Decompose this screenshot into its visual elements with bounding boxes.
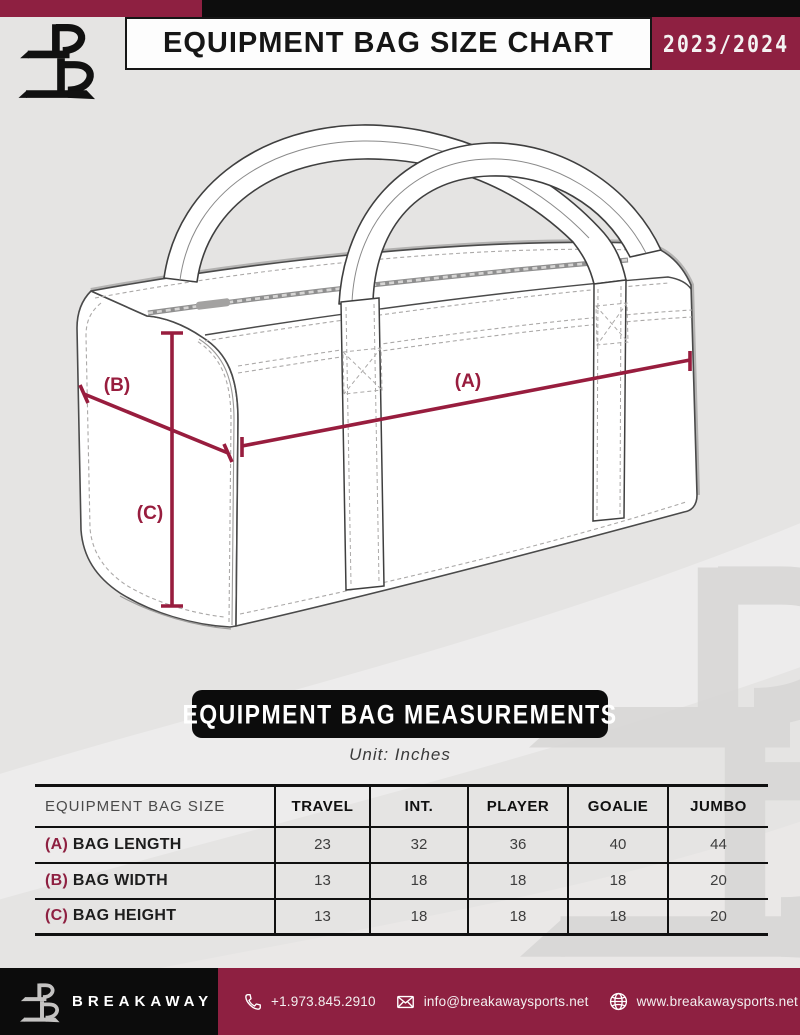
cell-width-jumbo: 20 <box>668 863 768 899</box>
column-header-travel: TRAVEL <box>275 786 370 827</box>
dimension-label-c: (C) <box>136 503 164 524</box>
header-accent-strip-black <box>202 0 800 17</box>
column-header-int: INT. <box>370 786 468 827</box>
front-strap-right <box>593 280 628 521</box>
column-header-player: PLAYER <box>468 786 568 827</box>
row-key-a: (A) <box>45 835 69 853</box>
size-table <box>35 784 768 936</box>
measurements-banner <box>182 690 618 738</box>
season-label: 2023/2024 <box>662 29 790 58</box>
row-label-bag-height: BAG HEIGHT <box>72 907 177 925</box>
cell-height-travel: 13 <box>275 899 370 935</box>
row-key-b: (B) <box>45 871 69 889</box>
equipment-bag-diagram <box>0 110 800 680</box>
breakaway-logo <box>18 20 104 105</box>
cell-height-jumbo: 20 <box>668 899 768 935</box>
footer <box>0 968 800 1035</box>
front-strap-left <box>341 298 384 590</box>
brand-name: BREAKAWAY <box>72 993 214 1010</box>
website-contact <box>608 991 798 1012</box>
website-url: www.breakawaysports.net <box>636 994 798 1009</box>
cell-width-int: 18 <box>370 863 468 899</box>
column-header-size: EQUIPMENT BAG SIZE <box>45 797 226 815</box>
cell-width-travel: 13 <box>275 863 370 899</box>
row-label-bag-length: BAG LENGTH <box>72 835 182 853</box>
column-header-goalie: GOALIE <box>568 786 668 827</box>
dimension-label-b: (B) <box>103 375 131 396</box>
cell-length-player: 36 <box>468 827 568 863</box>
envelope-icon <box>395 992 416 1012</box>
breakaway-logo-footer <box>20 981 64 1023</box>
phone-number: +1.973.845.2910 <box>271 994 376 1009</box>
season-box <box>652 17 800 70</box>
title-box <box>125 17 652 70</box>
footer-contacts <box>218 968 798 1035</box>
table-row-bag-width <box>35 863 768 899</box>
measurements-banner-text: EQUIPMENT BAG MEASUREMENTS <box>182 698 618 729</box>
table-row-bag-length <box>35 827 768 863</box>
globe-icon <box>608 991 629 1012</box>
phone-contact <box>243 992 376 1012</box>
footer-brand-block <box>0 968 218 1035</box>
email-address: info@breakawaysports.net <box>423 994 589 1009</box>
cell-length-jumbo: 44 <box>668 827 768 863</box>
unit-label: Unit: Inches <box>349 745 451 764</box>
page-title: EQUIPMENT BAG SIZE CHART <box>163 27 614 59</box>
cell-height-goalie: 18 <box>568 899 668 935</box>
cell-length-travel: 23 <box>275 827 370 863</box>
cell-length-goalie: 40 <box>568 827 668 863</box>
cell-length-int: 32 <box>370 827 468 863</box>
dimension-label-a: (A) <box>454 371 482 392</box>
phone-icon <box>243 992 263 1012</box>
header-accent-strip-maroon <box>0 0 202 17</box>
table-row-bag-height <box>35 899 768 935</box>
row-label-bag-width: BAG WIDTH <box>72 871 169 889</box>
cell-width-player: 18 <box>468 863 568 899</box>
table-header-row <box>35 786 768 827</box>
cell-height-int: 18 <box>370 899 468 935</box>
column-header-jumbo: JUMBO <box>668 786 768 827</box>
row-key-c: (C) <box>45 907 69 925</box>
cell-width-goalie: 18 <box>568 863 668 899</box>
cell-height-player: 18 <box>468 899 568 935</box>
email-contact <box>395 992 589 1012</box>
